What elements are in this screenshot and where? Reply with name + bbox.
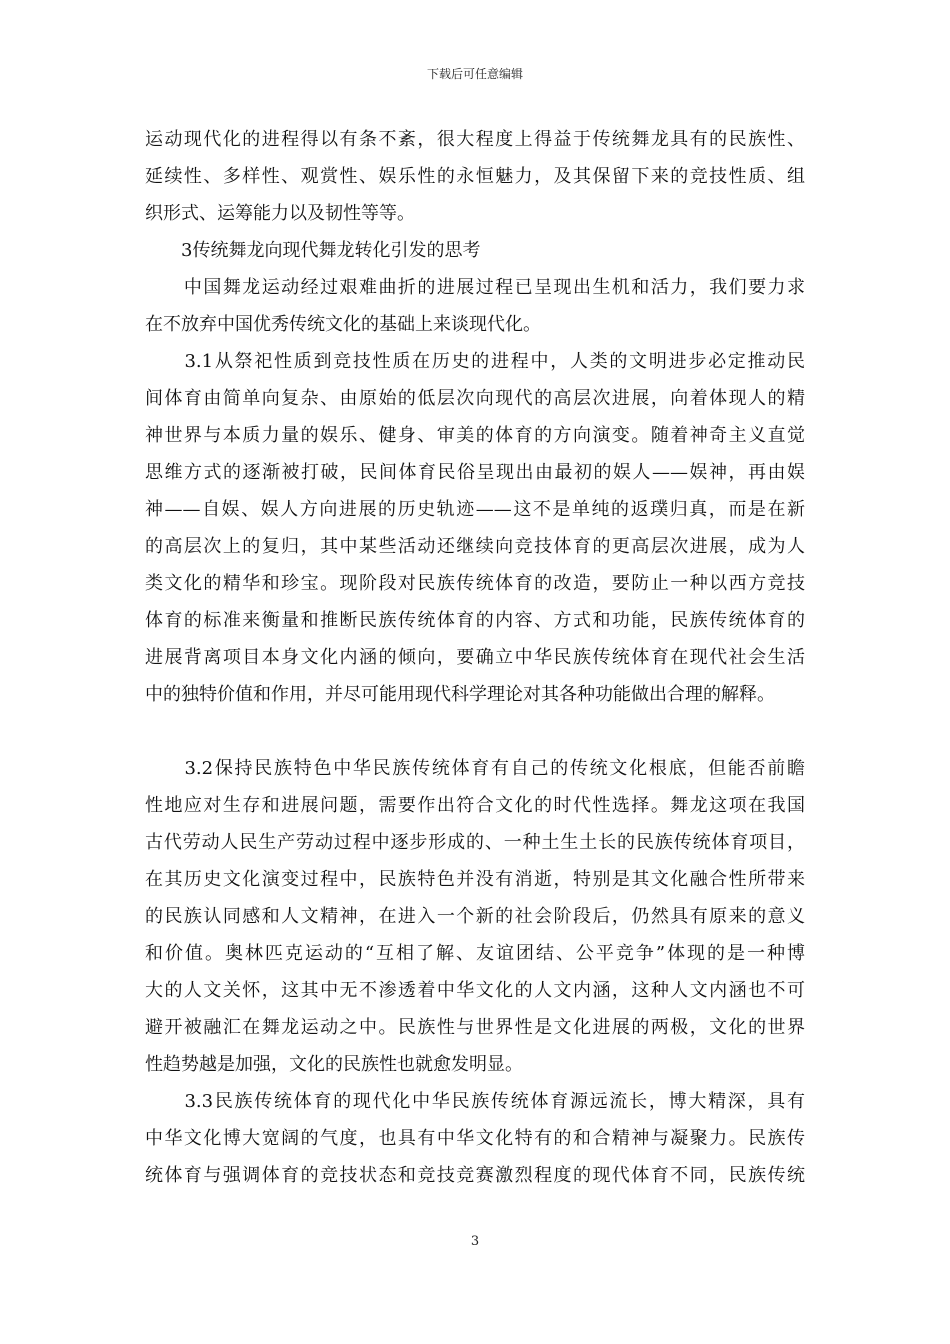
- text-line: 织形式、运筹能力以及韧性等等。: [145, 203, 415, 224]
- text-line: 进展背离项目本身文化内涵的倾向，要确立中华民族传统体育在现代社会生活: [145, 647, 805, 668]
- text-line: 神——自娱、娱人方向进展的历史轨迹——这不是单纯的返璞归真，而是在新: [145, 499, 805, 520]
- text-line: 3.2保持民族特色中华民族传统体育有自己的传统文化根底，但能否前瞻: [145, 758, 805, 779]
- text-line: 延续性、多样性、观赏性、娱乐性的永恒魅力，及其保留下来的竞技性质、组: [145, 166, 805, 187]
- paragraph-gap: [145, 713, 805, 750]
- text-line: 避开被融汇在舞龙运动之中。民族性与世界性是文化进展的两极，文化的世界: [145, 1017, 805, 1038]
- page-number: 3: [470, 1234, 480, 1249]
- text-line: 性地应对生存和进展问题，需要作出符合文化的时代性选择。舞龙这项在我国: [145, 795, 805, 816]
- text-line: 神世界与本质力量的娱乐、健身、审美的体育的方向演变。随着神奇主义直觉: [145, 425, 805, 446]
- text-line: 中华文化博大宽阔的气度，也具有中华文化特有的和合精神与凝聚力。民族传: [145, 1128, 805, 1149]
- text-line: 古代劳动人民生产劳动过程中逐步形成的、一种土生土长的民族传统体育项目，: [145, 832, 805, 853]
- text-line: 性趋势越是加强，文化的民族性也就愈发明显。: [145, 1054, 523, 1075]
- section-heading: 3传统舞龙向现代舞龙转化引发的思考: [145, 240, 481, 261]
- text-line: 在其历史文化演变过程中，民族特色并没有消逝，特别是其文化融合性所带来: [145, 869, 805, 890]
- text-line: 运动现代化的进程得以有条不紊，很大程度上得益于传统舞龙具有的民族性、: [145, 129, 805, 150]
- page-header-note: 下载后可任意编辑: [426, 67, 523, 81]
- text-line: 3.1从祭祀性质到竞技性质在历史的进程中，人类的文明进步必定推动民: [145, 351, 805, 372]
- text-line: 体育的标准来衡量和推断民族传统体育的内容、方式和功能，民族传统体育的: [145, 610, 805, 631]
- text-line: 的民族认同感和人文精神，在进入一个新的社会阶段后，仍然具有原来的意义: [145, 906, 805, 927]
- text-line: 和价值。奥林匹克运动的“互相了解、友谊团结、公平竞争”体现的是一种博: [145, 943, 805, 964]
- text-line: 3.3民族传统体育的现代化中华民族传统体育源远流长，博大精深，具有: [145, 1091, 805, 1112]
- text-line: 统体育与强调体育的竞技状态和竞技竞赛激烈程度的现代体育不同，民族传统: [145, 1165, 805, 1186]
- text-line: 的高层次上的复归，其中某些活动还继续向竞技体育的更高层次进展，成为人: [145, 536, 805, 557]
- text-line: 间体育由简单向复杂、由原始的低层次向现代的高层次进展，向着体现人的精: [145, 388, 805, 409]
- text-line: 中的独特价值和作用，并尽可能用现代科学理论对其各种功能做出合理的解释。: [145, 684, 775, 705]
- text-line: 中国舞龙运动经过艰难曲折的进展过程已呈现出生机和活力，我们要力求: [145, 277, 805, 298]
- document-body: [145, 121, 805, 1194]
- text-line: 大的人文关怀，这其中无不渗透着中华文化的人文内涵，这种人文内涵也不可: [145, 980, 805, 1001]
- text-line: 思维方式的逐渐被打破，民间体育民俗呈现出由最初的娱人——娱神，再由娱: [145, 462, 805, 483]
- text-line: 类文化的精华和珍宝。现阶段对民族传统体育的改造，要防止一种以西方竞技: [145, 573, 805, 594]
- text-line: 在不放弃中国优秀传统文化的基础上来谈现代化。: [145, 314, 541, 335]
